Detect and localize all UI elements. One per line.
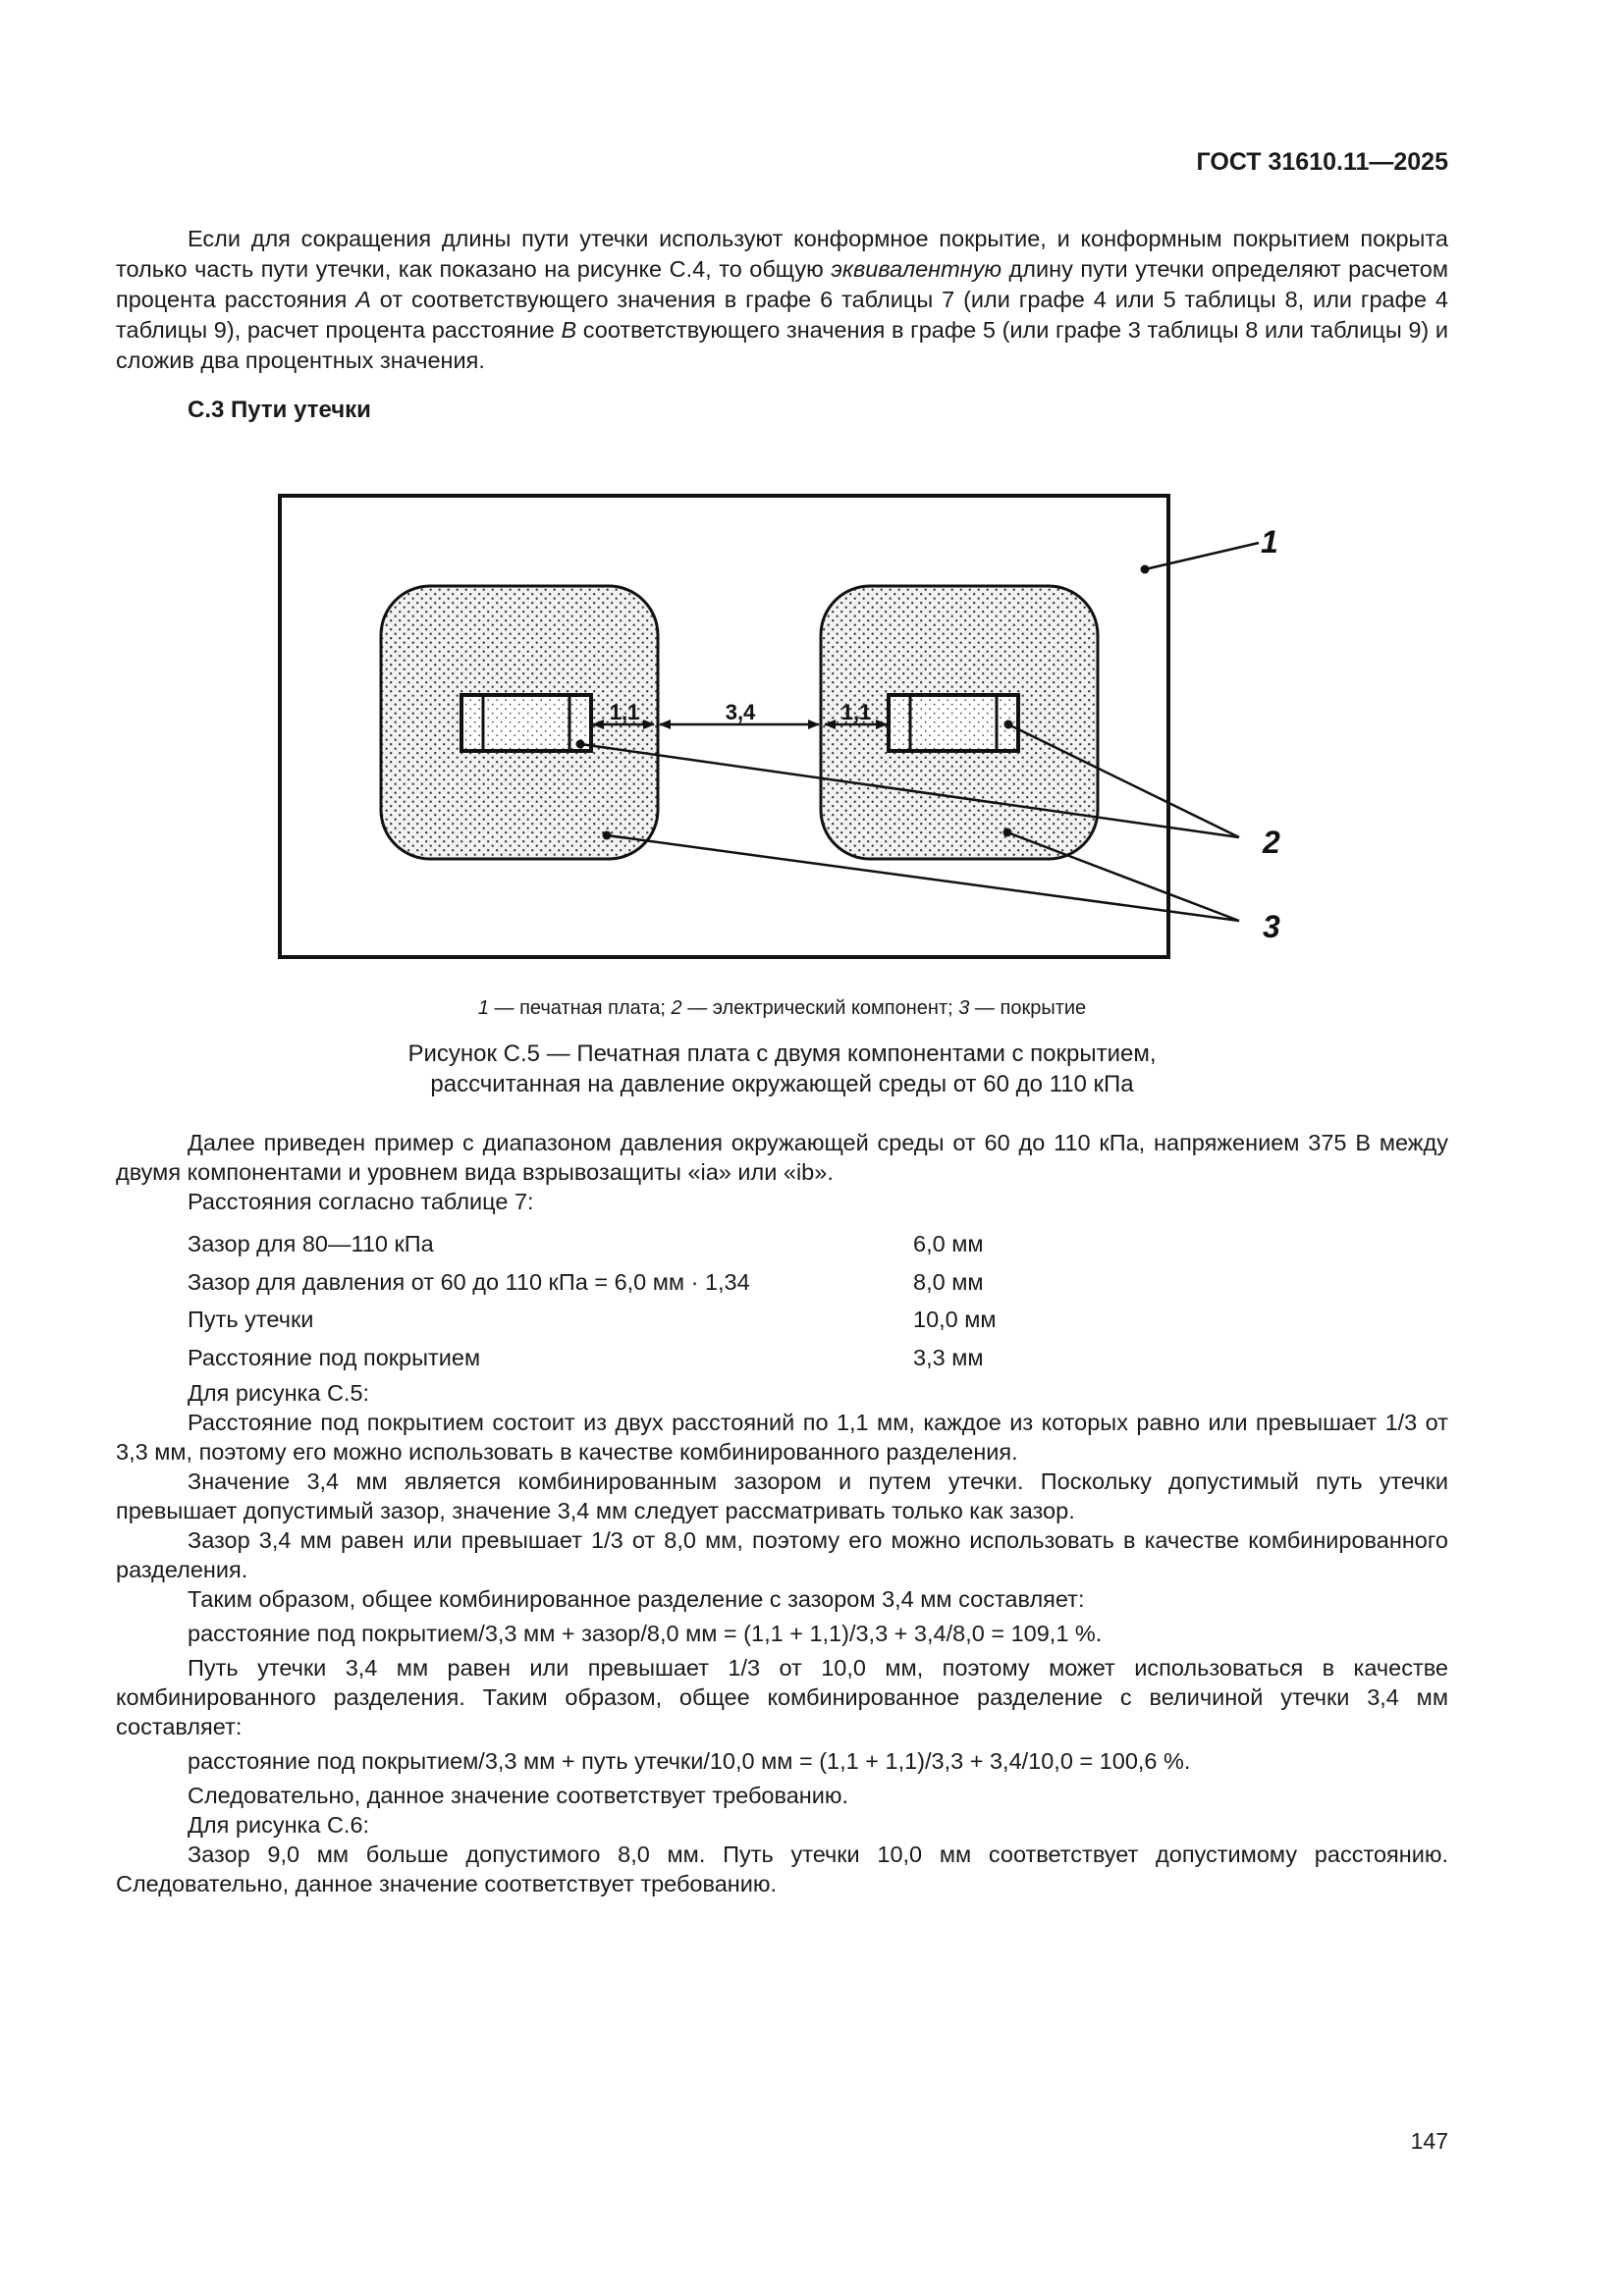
distance-row xyxy=(188,1225,1071,1263)
legend-text-2: — электрический компонент; xyxy=(681,997,959,1019)
figure-caption-line-2: рассчитанная на давление окружающей среды от 60 до 110 кПа xyxy=(430,1071,1134,1097)
intro-var-a: A xyxy=(355,287,371,312)
intro-text-3: от соответствующего значения в графе 6 таблицы 7 (или графе 4 или 5 таблицы 8, или графе 4 таблицы 9), расчет процента расстояние xyxy=(116,287,1448,343)
figure-caption-line-1: Рисунок С.5 — Печатная плата с двумя компонентами с покрытием, xyxy=(407,1041,1157,1067)
combined-gap-paragraph: Значение 3,4 мм является комбинированным зазором и путем утечки. Поскольку допустимый путь утечки превышает допустимый зазор, значение 3,4 мм следует рассматривать только как зазор. xyxy=(116,1468,1448,1523)
gap-paragraph: Зазор 3,4 мм равен или превышает 1/3 от 8,0 мм, поэтому его можно использовать в качестве комбинированного разделения. xyxy=(116,1527,1448,1582)
thus-paragraph: Таким образом, общее комбинированное разделение с зазором 3,4 мм составляет: xyxy=(188,1586,1085,1612)
distance-value: 6,0 мм xyxy=(913,1231,984,1256)
callout-1: 1 xyxy=(1261,524,1278,560)
page-number: 147 xyxy=(1410,2128,1448,2154)
legend-num-2: 2 xyxy=(671,997,682,1019)
intro-text-1: Если для сокращения длины пути утечки используют конформное покрытие, и конформным покрытием покрыта только часть пути утечки, как показано на рисунке С.4, то общую xyxy=(116,226,1448,282)
distance-value: 10,0 мм xyxy=(913,1307,997,1332)
legend-text-3: — покрытие xyxy=(969,997,1087,1019)
dimension-label-left: 1,1 xyxy=(609,700,640,724)
document-header: ГОСТ 31610.11—2025 xyxy=(1196,148,1448,176)
analysis-section xyxy=(116,1378,1448,1898)
callout-3: 3 xyxy=(1263,909,1280,944)
intro-text-2: длину пути утечки определяют расчетом процента расстояния xyxy=(116,256,1449,312)
under-coating-paragraph: Расстояние под покрытием состоит из двух расстояний по 1,1 мм, каждое из которых равно или превышает 1/3 от 3,3 мм, поэтому его можно использовать в качестве комбинированного разделения. xyxy=(116,1410,1448,1465)
dimension-label-center: 3,4 xyxy=(725,700,756,724)
formula-clearance: расстояние под покрытием/3,3 мм + зазор/8,0 мм = (1,1 + 1,1)/3,3 + 3,4/8,0 = 109,1 %. xyxy=(188,1621,1103,1646)
distance-value: 3,3 мм xyxy=(913,1344,984,1370)
intro-emphasis: эквивалентную xyxy=(831,256,1002,282)
legend-num-1: 1 xyxy=(477,997,489,1019)
distance-label: Путь утечки xyxy=(188,1307,314,1332)
legend-num-3: 3 xyxy=(958,997,970,1019)
intro-text-4: соответствующего значения в графе 5 (или графе 3 таблицы 8 или таблицы 9) и сложив два процентных значения. xyxy=(116,317,1448,373)
left-electrical-component xyxy=(461,695,591,751)
right-electrical-component xyxy=(889,695,1018,751)
for-figure-c6: Для рисунка С.6: xyxy=(188,1812,370,1838)
distance-row xyxy=(188,1301,1071,1339)
intro-var-b: B xyxy=(561,317,577,343)
distance-row xyxy=(188,1339,1071,1377)
distances-table xyxy=(188,1225,1071,1376)
creepage-paragraph: Путь утечки 3,4 мм равен или превышает 1/3 от 10,0 мм, поэтому может использоваться в качестве комбинированного разделения. Таким образом, общее комбинированное разделение с величиной утечки 3,4 мм составляет: xyxy=(116,1655,1448,1739)
distance-label: Зазор для давления от 60 до 110 кПа = 6,0 мм · 1,34 xyxy=(188,1268,750,1295)
figure-legend xyxy=(116,995,1448,1021)
figure-c6-paragraph: Зазор 9,0 мм больше допустимого 8,0 мм. Путь утечки 10,0 мм соответствует допустимому расстоянию. Следовательно, данное значение соответствует требованию. xyxy=(116,1842,1448,1896)
example-paragraph: Далее приведен пример с диапазоном давления окружающей среды от 60 до 110 кПа, напряжением 375 В между двумя компонентами и уровнем вида взрывозащиты «ia» или «ib». xyxy=(116,1130,1448,1185)
conclusion-paragraph: Следовательно, данное значение соответствует требованию. xyxy=(188,1783,849,1808)
legend-text-1: — печатная плата; xyxy=(488,997,672,1019)
pcb-figure xyxy=(265,481,1306,972)
distance-row xyxy=(188,1263,1071,1302)
intro-paragraph xyxy=(116,224,1448,376)
figure-caption xyxy=(116,1039,1448,1099)
dimension-label-right: 1,1 xyxy=(840,700,872,724)
distances-intro: Расстояния согласно таблице 7: xyxy=(188,1189,534,1214)
callout-2: 2 xyxy=(1263,825,1280,860)
distance-value: 8,0 мм xyxy=(913,1268,984,1295)
example-section xyxy=(116,1128,1448,1216)
section-title: С.3 Пути утечки xyxy=(188,397,371,423)
distance-label: Зазор для 80—110 кПа xyxy=(188,1231,434,1256)
formula-creepage: расстояние под покрытием/3,3 мм + путь утечки/10,0 мм = (1,1 + 1,1)/3,3 + 3,4/10,0 = 100,6 %. xyxy=(188,1748,1191,1774)
for-figure-c5: Для рисунка С.5: xyxy=(188,1380,370,1406)
distance-label: Расстояние под покрытием xyxy=(188,1344,481,1370)
